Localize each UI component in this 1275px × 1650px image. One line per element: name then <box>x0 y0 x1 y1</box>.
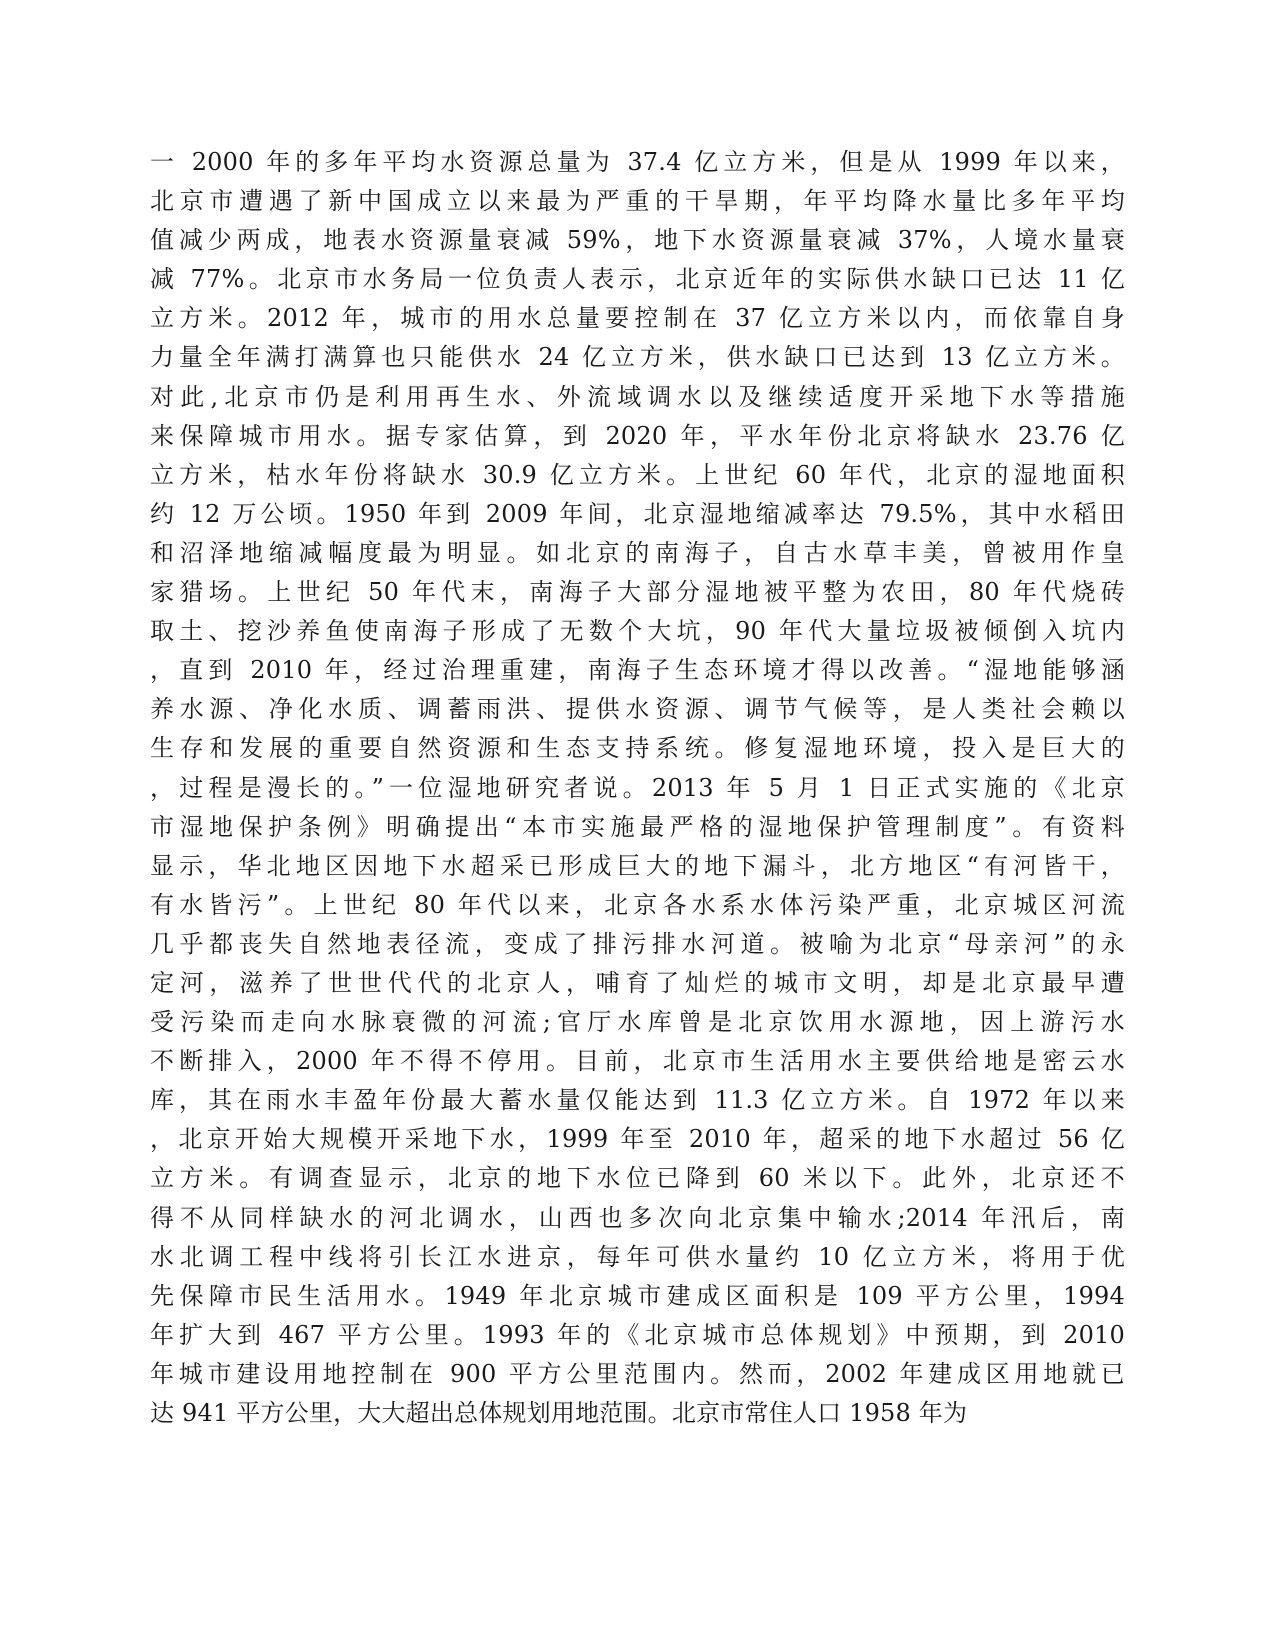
text-line: 定河，滋养了世世代代的北京人，哺育了灿烂的城市文明，却是北京最早遭 <box>150 968 1125 997</box>
text-line: 不断排入，2000 年不得不停用。目前，北京市生活用水主要供给地是密云水 <box>150 1047 1125 1076</box>
text-line: ，过程是漫长的。”一位湿地研究者说。2013 年 5 月 1 日正式实施的《北京 <box>150 773 1125 802</box>
text-line: 受污染而走向水脉衰微的河流;官厅水库曾是北京饮用水源地，因上游污水 <box>150 1008 1125 1037</box>
text-line: 力量全年满打满算也只能供水 24 亿立方米，供水缺口已达到 13 亿立方米。 <box>150 343 1125 372</box>
text-line: ，北京开始大规模开采地下水，1999 年至 2010 年，超采的地下水超过 56 亿 <box>150 1125 1125 1154</box>
text-line: 家猎场。上世纪 50 年代末，南海子大部分湿地被平整为农田，80 年代烧砖 <box>150 578 1125 607</box>
text-line: 得不从同样缺水的河北调水，山西也多次向北京集中输水;2014 年汛后，南 <box>150 1203 1125 1232</box>
text-line: 年扩大到 467 平方公里。1993 年的《北京城市总体规划》中预期，到 2010 <box>150 1320 1125 1349</box>
text-line: 立方米。有调查显示，北京的地下水位已降到 60 米以下。此外，北京还不 <box>150 1164 1125 1193</box>
text-line: 立方米。2012 年，城市的用水总量要控制在 37 亿立方米以内，而依靠自身 <box>150 304 1125 333</box>
text-line: 几乎都丧失自然地表径流，变成了排污排水河道。被喻为北京“母亲河”的永 <box>150 929 1125 958</box>
text-line: 一 2000 年的多年平均水资源总量为 37.4 亿立方米，但是从 1999 年以来， <box>150 148 1125 176</box>
body-text <box>150 143 1125 1433</box>
text-line: 立方米，枯水年份将缺水 30.9 亿立方米。上世纪 60 年代，北京的湿地面积 <box>150 460 1125 489</box>
text-line: 年城市建设用地控制在 900 平方公里范围内。然而，2002 年建成区用地就已 <box>150 1359 1125 1388</box>
text-line: 约 12 万公顷。1950 年到 2009 年间，北京湿地缩减率达 79.5%，其中水稻田 <box>150 499 1125 528</box>
text-line: 北京市遭遇了新中国成立以来最为严重的干旱期，年平均降水量比多年平均 <box>150 187 1125 216</box>
text-line: 达 941 平方公里，大大超出总体规划用地范围。北京市常住人口 1958 年为 <box>150 1399 968 1427</box>
text-line: 取土、挖沙养鱼使南海子形成了无数个大坑，90 年代大量垃圾被倾倒入坑内 <box>150 617 1125 646</box>
text-line: 市湿地保护条例》明确提出“本市实施最严格的湿地保护管理制度”。有资料 <box>150 812 1125 841</box>
text-line: 养水源、净化水质、调蓄雨洪、提供水资源、调节气候等，是人类社会赖以 <box>150 695 1125 724</box>
text-line: 先保障市民生活用水。1949 年北京城市建成区面积是 109 平方公里，1994 <box>150 1281 1125 1310</box>
text-line: 来保障城市用水。据专家估算，到 2020 年，平水年份北京将缺水 23.76 亿 <box>150 421 1125 450</box>
text-line: 生存和发展的重要自然资源和生态支持系统。修复湿地环境，投入是巨大的 <box>150 734 1125 763</box>
text-line: 显示，华北地区因地下水超采已形成巨大的地下漏斗，北方地区“有河皆干， <box>150 851 1125 880</box>
text-line: 减 77%。北京市水务局一位负责人表示，北京近年的实际供水缺口已达 11 亿 <box>150 265 1125 294</box>
text-line: 和沼泽地缩减幅度最为明显。如北京的南海子，自古水草丰美，曾被用作皇 <box>150 538 1125 567</box>
text-line: 对此,北京市仍是利用再生水、外流域调水以及继续适度开采地下水等措施 <box>150 382 1125 411</box>
text-line: ，直到 2010 年，经过治理重建，南海子生态环境才得以改善。“湿地能够涵 <box>150 656 1125 685</box>
text-line: 库，其在雨水丰盈年份最大蓄水量仅能达到 11.3 亿立方米。自 1972 年以来 <box>150 1086 1125 1115</box>
text-line: 值减少两成，地表水资源量衰减 59%，地下水资源量衰减 37%，人境水量衰 <box>150 226 1125 255</box>
text-line: 有水皆污”。上世纪 80 年代以来，北京各水系水体污染严重，北京城区河流 <box>150 890 1125 919</box>
text-line: 水北调工程中线将引长江水进京，每年可供水量约 10 亿立方米，将用于优 <box>150 1242 1125 1271</box>
